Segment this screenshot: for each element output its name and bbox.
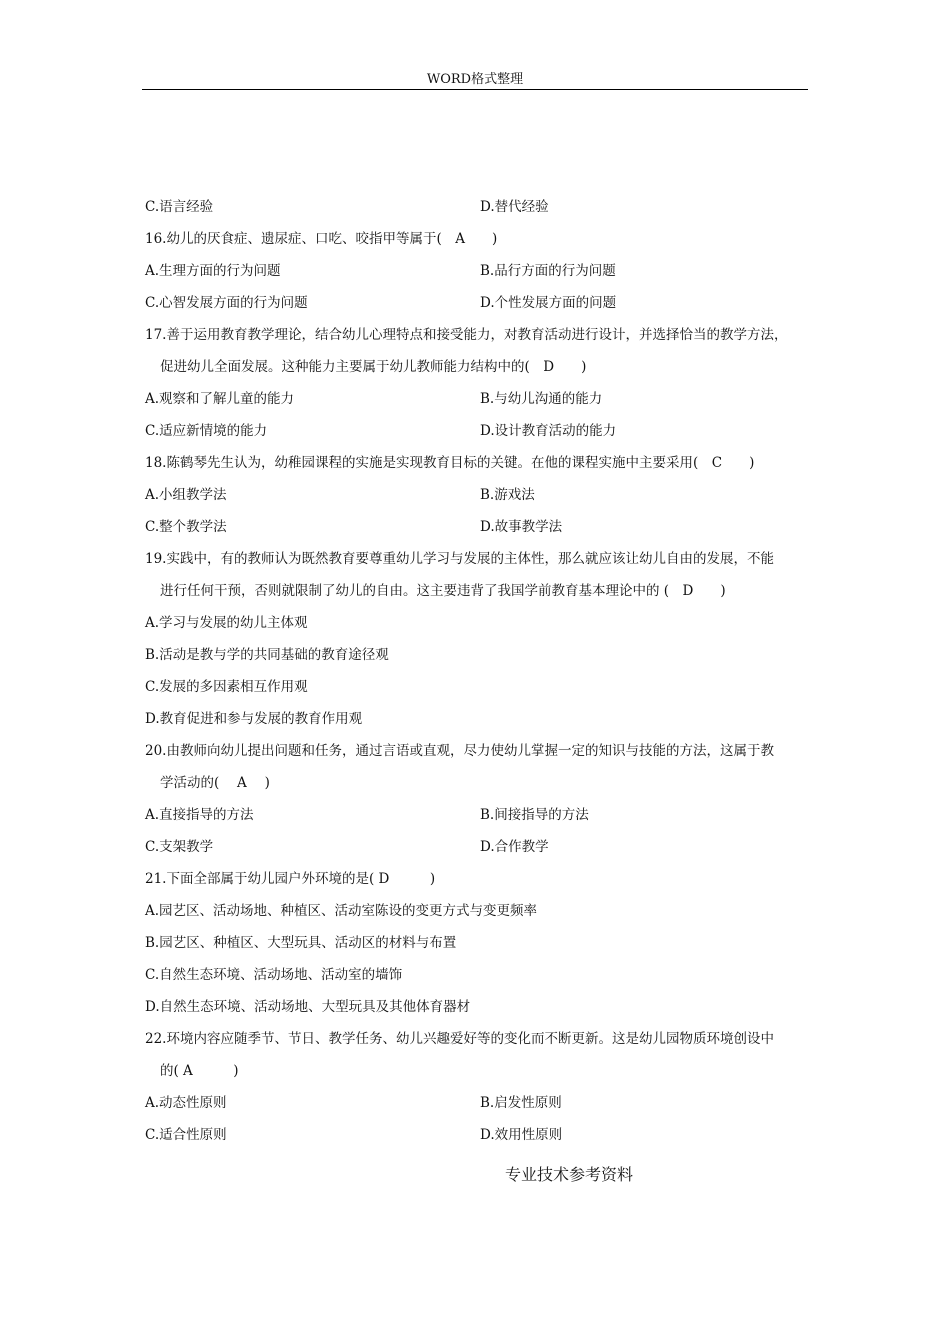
option-right: B.间接指导的方法	[480, 807, 589, 823]
question-line: 21.下面全部属于幼儿园户外环境的是( D )	[145, 871, 436, 887]
option-left: C.支架教学	[145, 839, 214, 855]
option-row	[145, 1092, 810, 1124]
question-line: 19.实践中，有的教师认为既然教育要尊重幼儿学习与发展的主体性，那么就应该让幼儿自由的发展，不能	[145, 551, 774, 567]
option-right: D.个性发展方面的问题	[480, 295, 617, 311]
option-right: D.故事教学法	[480, 519, 563, 535]
option-left: C.整个教学法	[145, 519, 227, 535]
option-right: B.游戏法	[480, 487, 535, 503]
question-line: 20.由教师向幼儿提出问题和任务，通过言语或直观，尽力使幼儿掌握一定的知识与技能的方法，这属于教	[145, 743, 774, 759]
option-row	[145, 196, 810, 228]
question-line: A.园艺区、活动场地、种植区、活动室陈设的变更方式与变更频率	[145, 903, 538, 919]
option-right: D.替代经验	[480, 199, 549, 215]
option-left: C.适应新情境的能力	[145, 423, 268, 439]
option-row	[145, 1124, 810, 1156]
page-header: WORD格式整理	[142, 72, 808, 90]
option-row	[145, 804, 810, 836]
question-line: 16.幼儿的厌食症、遗尿症、口吃、咬指甲等属于( A )	[145, 231, 498, 247]
page-footer: 专业技术参考资料	[505, 1165, 634, 1184]
option-left: A.小组教学法	[145, 487, 227, 503]
question-line: 17.善于运用教育教学理论，结合幼儿心理特点和接受能力，对教育活动进行设计，并选择恰当的教学方法，	[145, 327, 788, 343]
question-line: 18.陈鹤琴先生认为，幼稚园课程的实施是实现教育目标的关键。在他的课程实施中主要采用( C )	[145, 455, 755, 471]
question-line: C.发展的多因素相互作用观	[145, 679, 308, 695]
option-right: B.与幼儿沟通的能力	[480, 391, 603, 407]
question-continuation: 学活动的( A )	[160, 775, 270, 791]
question-line: 22.环境内容应随季节、节日、教学任务、幼儿兴趣爱好等的变化而不断更新。这是幼儿园物质环境创设中	[145, 1031, 774, 1047]
question-line: B.园艺区、种植区、大型玩具、活动区的材料与布置	[145, 935, 457, 951]
question-line: D.教育促进和参与发展的教育作用观	[145, 711, 363, 727]
option-right: B.品行方面的行为问题	[480, 263, 616, 279]
option-row	[145, 484, 810, 516]
option-row	[145, 516, 810, 548]
option-row	[145, 292, 810, 324]
option-row	[145, 836, 810, 868]
question-list	[145, 196, 810, 1156]
option-left: A.直接指导的方法	[145, 807, 254, 823]
question-continuation: 促进幼儿全面发展。这种能力主要属于幼儿教师能力结构中的( D )	[160, 359, 587, 375]
option-right: D.设计教育活动的能力	[480, 423, 617, 439]
question-continuation: 的( A )	[160, 1063, 239, 1079]
question-continuation: 进行任何干预，否则就限制了幼儿的自由。这主要违背了我国学前教育基本理论中的 ( D )	[160, 583, 726, 599]
option-left: A.观察和了解儿童的能力	[145, 391, 295, 407]
option-left: C.适合性原则	[145, 1127, 227, 1143]
question-line: C.自然生态环境、活动场地、活动室的墙饰	[145, 967, 403, 983]
question-line: B.活动是教与学的共同基础的教育途径观	[145, 647, 389, 663]
option-row	[145, 260, 810, 292]
option-row	[145, 388, 810, 420]
question-line: A.学习与发展的幼儿主体观	[145, 615, 308, 631]
option-left: A.动态性原则	[145, 1095, 227, 1111]
option-right: B.启发性原则	[480, 1095, 562, 1111]
option-right: D.效用性原则	[480, 1127, 563, 1143]
option-row	[145, 420, 810, 452]
option-left: C.语言经验	[145, 199, 214, 215]
option-left: C.心智发展方面的行为问题	[145, 295, 308, 311]
question-line: D.自然生态环境、活动场地、大型玩具及其他体育器材	[145, 999, 471, 1015]
option-left: A.生理方面的行为问题	[145, 263, 281, 279]
option-right: D.合作教学	[480, 839, 549, 855]
